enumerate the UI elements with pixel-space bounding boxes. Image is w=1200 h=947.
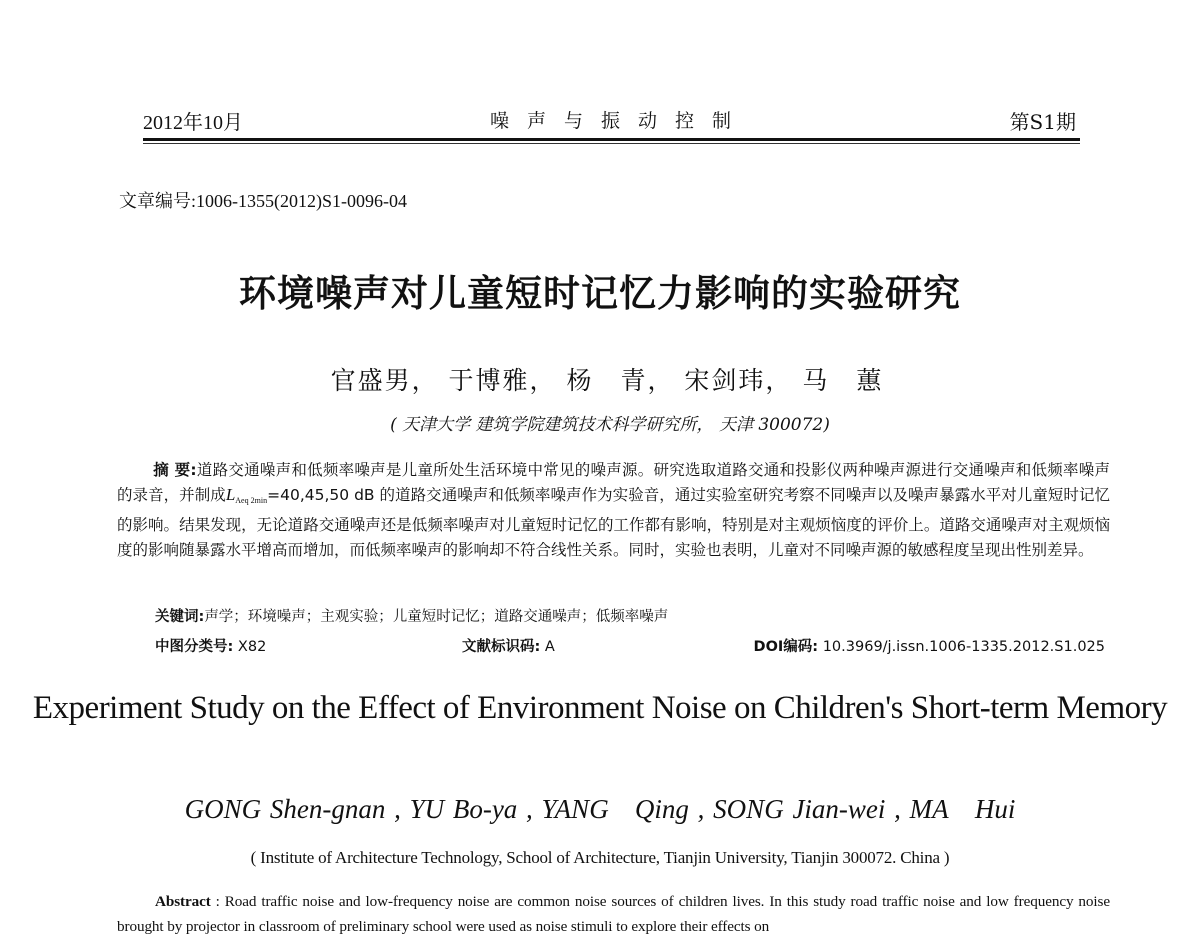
chinese-abstract-text-1: 道路交通噪声和低频率噪声是儿童所处生活环境中常见的噪声源。研究选取道路交通和投影仪两种噪声源进行交通噪声和低频率噪声的录音，并制成 <box>117 461 1110 504</box>
keywords-label: 关键词: <box>155 609 205 625</box>
clc-number <box>155 635 266 656</box>
article-number-value: 1006-1355(2012)S1-0096-04 <box>196 191 407 211</box>
english-abstract-separator: : <box>210 893 225 910</box>
english-affiliation: ( Institute of Architecture Technology, School of Architecture, Tianjin University, Tianjin 300072. China ) <box>250 848 950 867</box>
english-abstract <box>117 889 1110 939</box>
english-abstract-label: Abstract <box>155 893 211 910</box>
keywords-value: 声学；环境噪声；主观实验；儿童短时记忆；道路交通噪声；低频率噪声 <box>204 609 669 625</box>
article-number <box>119 187 407 213</box>
english-title: Experiment Study on the Effect of Environment Noise on Children's Short-term Memory <box>32 690 1168 726</box>
article-number-label: 文章编号: <box>119 191 197 211</box>
clc-value: X82 <box>237 639 267 655</box>
running-header <box>143 104 1078 134</box>
document-code <box>462 635 555 656</box>
header-date: 2012年10月 <box>143 112 243 134</box>
chinese-abstract-text-2: =40,45,50 dB 的道路交通噪声和低频率噪声作为实验音，通过实验室研究考察不同噪声以及噪声暴露水平对儿童短时记忆的影响。结果发现，无论道路交通噪声还是低频率噪声对儿童短时记忆的工作都有影响，特别是对主观烦恼度的评价上。道路交通噪声对主观烦恼度的影响随暴露水平增高而增加，而低频率噪声的影响却不符合线性关系。同时，实验也表明，儿童对不同噪声源的敏感程度呈现出性别差异。 <box>117 485 1110 559</box>
chinese-abstract-label: 摘 要: <box>153 461 197 479</box>
doi-value: 10.3969/j.issn.1006-1335.2012.S1.025 <box>822 639 1105 655</box>
header-rule-thick <box>143 138 1080 141</box>
chinese-title: 环境噪声对儿童短时记忆力影响的实验研究 <box>239 272 961 315</box>
header-rule-thin <box>143 143 1080 144</box>
doc-code-label: 文献标识码: <box>462 639 541 655</box>
chinese-keywords <box>155 605 668 626</box>
english-authors: GONG Shen-gnan , YU Bo-ya , YANG Qing , SONG Jian-wei , MA Hui <box>184 794 1016 824</box>
metric-symbol: L <box>225 484 236 504</box>
doi <box>754 635 1105 656</box>
classification-line <box>155 635 1105 657</box>
doi-label: DOI编码: <box>753 639 819 655</box>
header-issue: 第S1期 <box>1009 110 1076 134</box>
english-abstract-text: Road traffic noise and low-frequency noise are common noise sources of children lives. In this study road traffic noise and low frequency noise brought by projector in classroom of preliminary school were used as noise stimuli to explore their effects on <box>117 893 1110 935</box>
header-journal-name: 噪声与振动控制 <box>489 110 749 132</box>
clc-label: 中图分类号: <box>155 639 234 655</box>
chinese-affiliation: ( 天津大学 建筑学院建筑技术科学研究所， 天津 300072) <box>390 415 830 435</box>
chinese-abstract <box>117 458 1110 562</box>
chinese-authors: 官盛男， 于博雅， 杨 青， 宋剑玮， 马 蕙 <box>330 366 884 395</box>
doc-code-value: A <box>544 639 555 655</box>
metric-subscript: Aeq 2min <box>235 495 268 505</box>
